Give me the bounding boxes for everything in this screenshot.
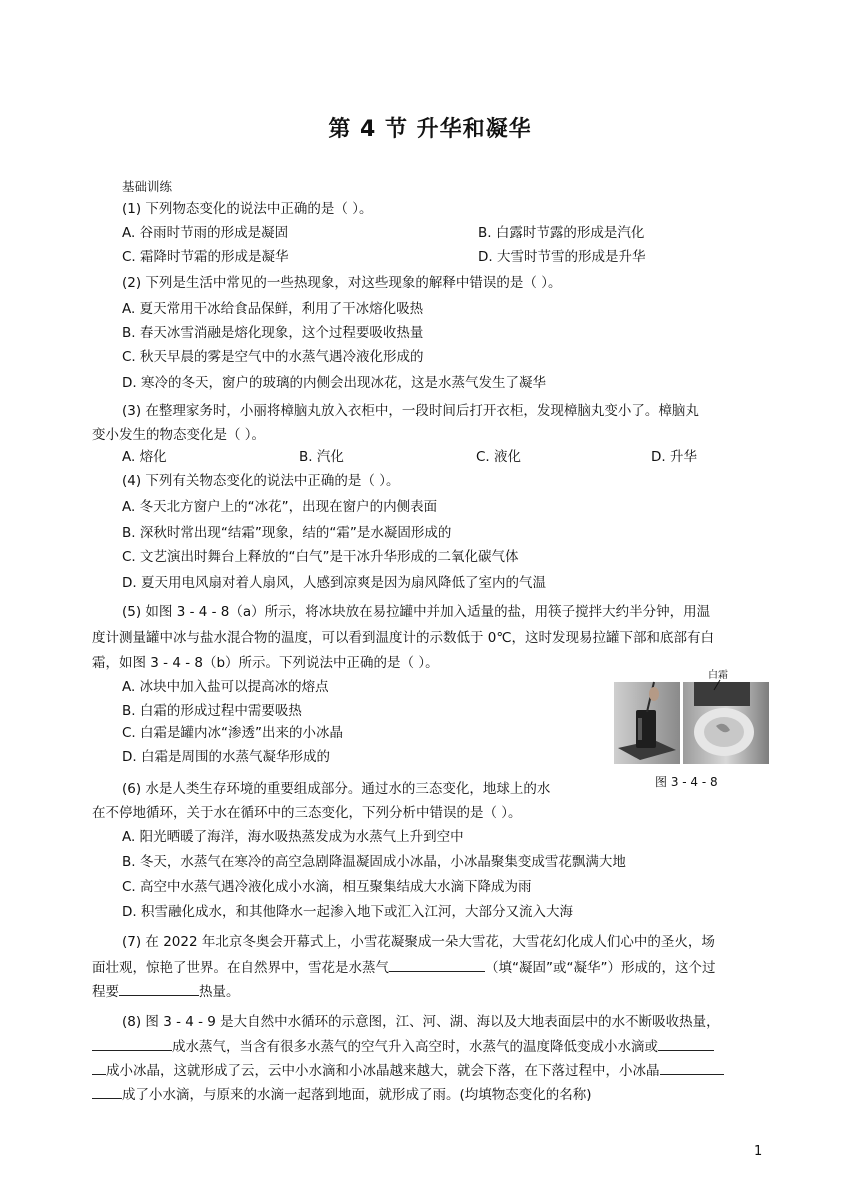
q5-option-b: B. 白霜的形成过程中需要吸热 [122, 703, 302, 719]
q5-line2: 度计测量罐中冰与盐水混合物的温度，可以看到温度计的示数低于 0℃，这时发现易拉罐下部和底部有白 [92, 630, 715, 646]
q8-line4 [92, 1084, 592, 1105]
q5-option-c: C. 白霜是罐内冰“渗透”出来的小冰晶 [122, 725, 343, 741]
q7-line3 [92, 981, 240, 1002]
q8-blank-1[interactable] [92, 1036, 172, 1051]
q6-option-b: B. 冬天，水蒸气在寒冷的高空急剧降温凝固成小冰晶，小冰晶聚集变成雪花飘满大地 [122, 854, 626, 870]
q8-line3 [92, 1060, 724, 1081]
q5-option-d: D. 白霜是周围的水蒸气凝华形成的 [122, 749, 330, 765]
page-number: 1 [754, 1144, 763, 1159]
q7-blank-2[interactable] [119, 981, 199, 996]
q6-option-a: A. 阳光晒暖了海洋，海水吸热蒸发成为水蒸气上升到空中 [122, 829, 464, 845]
q8-line2 [92, 1036, 714, 1057]
q1-option-a: A. 谷雨时节雨的形成是凝固 [122, 225, 289, 241]
q5-line1: (5) 如图 3 - 4 - 8（a）所示，将冰块放在易拉罐中并加入适量的盐，用筷子搅拌大约半分钟，用温 [122, 604, 711, 620]
q6-option-c: C. 高空中水蒸气遇冷液化成小水滴，相互聚集结成大水滴下降成为雨 [122, 879, 532, 895]
q4-stem: (4) 下列有关物态变化的说法中正确的是（ ）。 [122, 473, 400, 489]
q7-line2 [92, 957, 715, 978]
q2-option-a: A. 夏天常用干冰给食品保鲜，利用了干冰熔化吸热 [122, 301, 424, 317]
page-title: 第 4 节 升华和凝华 [328, 117, 532, 142]
q8-blank-3a[interactable] [660, 1060, 724, 1075]
q7-line2-text-a: 面壮观，惊艳了世界。在自然界中，雪花是水蒸气 [92, 960, 389, 976]
q5-line3: 霜，如图 3 - 4 - 8（b）所示。下列说法中正确的是（ ）。 [92, 655, 439, 671]
q3-option-b: B. 汽化 [299, 449, 344, 465]
q7-line3-text-b: 热量。 [199, 984, 240, 1000]
q3-option-d: D. 升华 [651, 449, 697, 465]
figure-caption: 图 3 - 4 - 8 [655, 775, 718, 789]
q2-option-c: C. 秋天早晨的雾是空气中的水蒸气遇冷液化形成的 [122, 349, 424, 365]
q8-blank-3b[interactable] [92, 1084, 122, 1099]
q3-option-a: A. 熔化 [122, 449, 167, 465]
q4-option-a: A. 冬天北方窗户上的“冰花”，出现在窗户的内侧表面 [122, 499, 438, 515]
q8-blank-2a[interactable] [658, 1036, 714, 1051]
q8-line1: (8) 图 3 - 4 - 9 是大自然中水循环的示意图，江、河、湖、海以及大地表面层中的水不断吸收热量， [122, 1014, 720, 1030]
figure-tag-frost: 白霜 [708, 670, 728, 681]
q7-line1: (7) 在 2022 年北京冬奥会开幕式上，小雪花凝聚成一朵大雪花，大雪花幻化成人们心中的圣火，场 [122, 934, 715, 950]
q3-line2: 变小发生的物态变化是（ ）。 [92, 427, 266, 443]
q7-line3-text-a: 程要 [92, 984, 119, 1000]
q2-option-d: D. 寒冷的冬天，窗户的玻璃的内侧会出现冰花，这是水蒸气发生了凝华 [122, 375, 546, 391]
q8-line2-text: 成水蒸气，当含有很多水蒸气的空气升入高空时，水蒸气的温度降低变成小水滴或 [172, 1039, 658, 1055]
q8-line4-text: 成了小水滴，与原来的水滴一起落到地面，就形成了雨。(均填物态变化的名称) [122, 1087, 592, 1103]
q4-option-d: D. 夏天用电风扇对着人扇风，人感到凉爽是因为扇风降低了室内的气温 [122, 575, 546, 591]
q6-line2: 在不停地循环，关于水在循环中的三态变化，下列分析中错误的是（ ）。 [92, 805, 522, 821]
q8-blank-2b[interactable] [92, 1060, 106, 1075]
q7-blank-1[interactable] [389, 957, 485, 972]
q2-option-b: B. 春天冰雪消融是熔化现象，这个过程要吸收热量 [122, 325, 424, 341]
q2-stem: (2) 下列是生活中常见的一些热现象，对这些现象的解释中错误的是（ ）。 [122, 275, 562, 291]
figure-3-4-8 [614, 668, 769, 764]
q6-line1: (6) 水是人类生存环境的重要组成部分。通过水的三态变化，地球上的水 [122, 781, 551, 797]
q1-option-c: C. 霜降时节霜的形成是凝华 [122, 249, 289, 265]
q4-option-b: B. 深秋时常出现“结霜”现象，结的“霜”是水凝固形成的 [122, 525, 452, 541]
q1-option-b: B. 白露时节露的形成是汽化 [478, 225, 645, 241]
q4-option-c: C. 文艺演出时舞台上释放的“白气”是干冰升华形成的二氧化碳气体 [122, 549, 519, 565]
q3-option-c: C. 液化 [476, 449, 522, 465]
figure-panel-b [683, 680, 769, 764]
q3-line1: (3) 在整理家务时，小丽将樟脑丸放入衣柜中，一段时间后打开衣柜，发现樟脑丸变小了。樟脑丸 [122, 403, 699, 419]
figure-panel-a [614, 682, 680, 764]
q8-line3-text: 成小冰晶，这就形成了云，云中小水滴和小冰晶越来越大，就会下落，在下落过程中，小冰晶 [106, 1063, 660, 1079]
q1-stem: (1) 下列物态变化的说法中正确的是（ ）。 [122, 201, 373, 217]
q7-line2-text-b: （填“凝固”或“凝华”）形成的，这个过 [485, 960, 716, 976]
q5-option-a: A. 冰块中加入盐可以提高冰的熔点 [122, 679, 329, 695]
q6-option-d: D. 积雪融化成水，和其他降水一起渗入地下或汇入江河，大部分又流入大海 [122, 904, 573, 920]
q1-option-d: D. 大雪时节雪的形成是升华 [478, 249, 646, 265]
section-heading: 基础训练 [122, 179, 173, 194]
